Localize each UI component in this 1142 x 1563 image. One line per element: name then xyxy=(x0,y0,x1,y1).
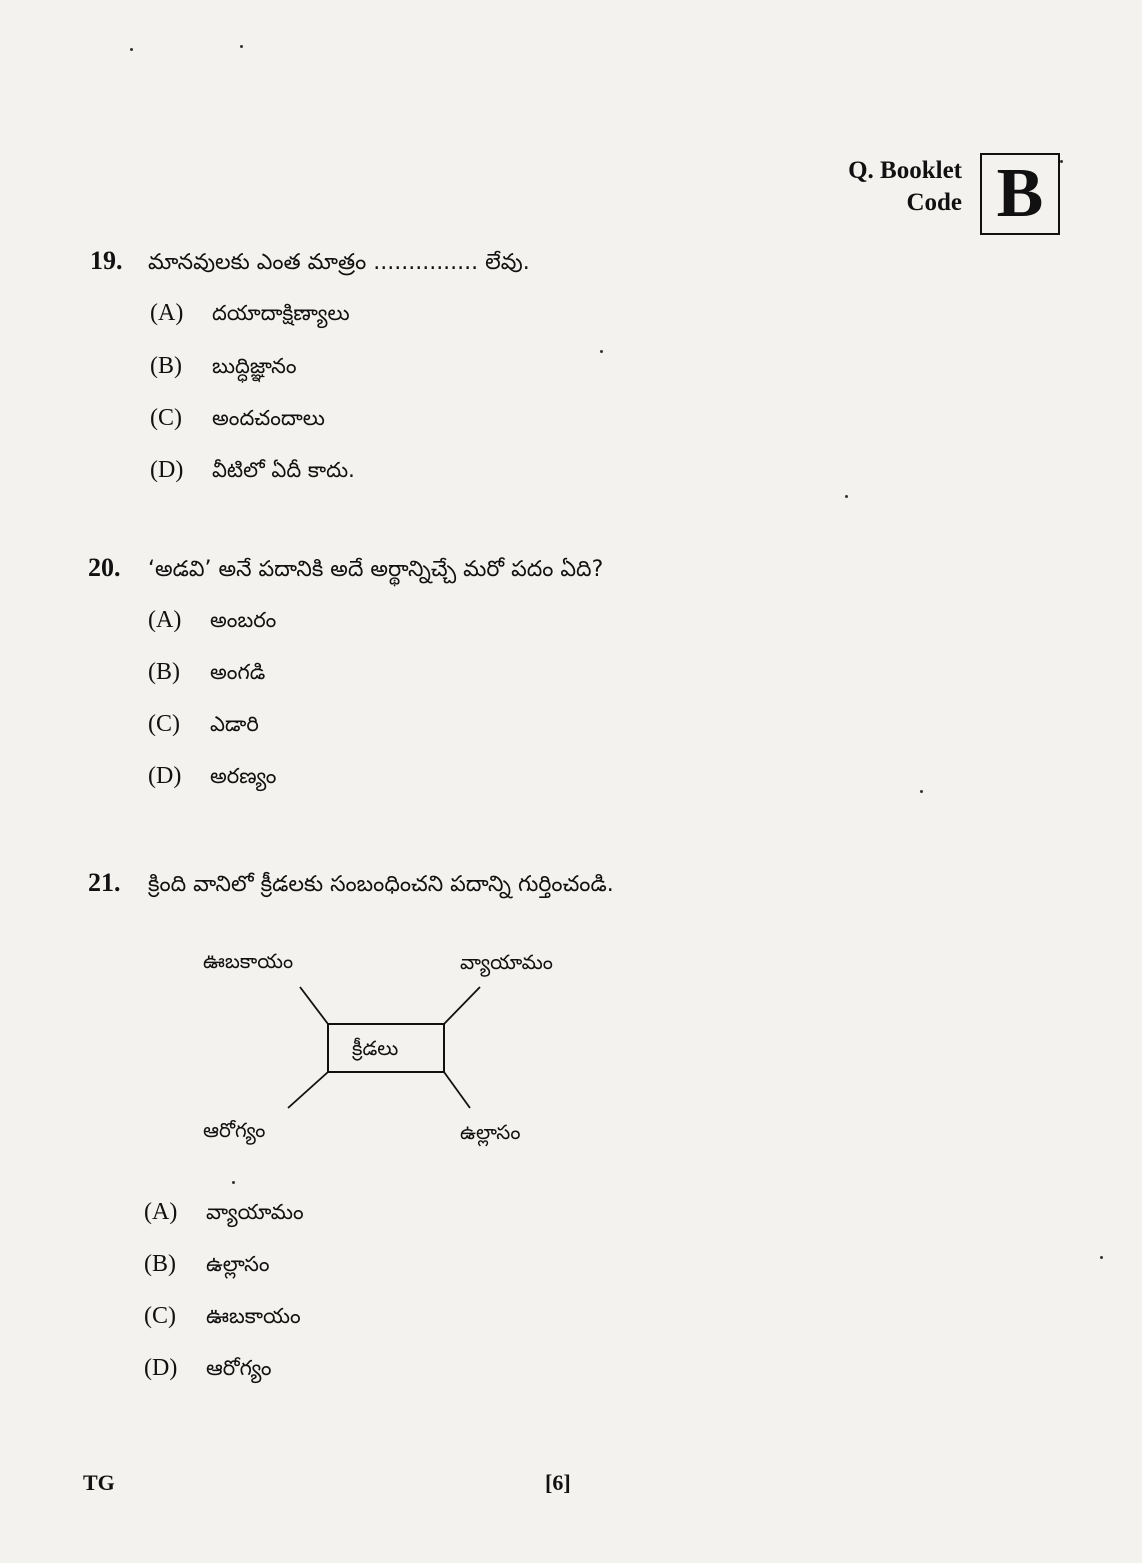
option-text: ఎడారి xyxy=(210,712,259,736)
option-text: దయాదాక్షిణ్యాలు xyxy=(212,301,350,325)
option-label: (C) xyxy=(150,405,182,431)
option-text: బుద్ధిజ్ఞానం xyxy=(212,354,297,378)
option-label: (A) xyxy=(150,300,184,326)
scan-speck xyxy=(130,48,133,51)
question-text-21: క్రింది వానిలో క్రీడలకు సంబంధించని పదాన్ని గుర్తించండి. xyxy=(148,872,614,897)
option-label: (D) xyxy=(150,457,184,483)
diagram-top-right-label: వ్యాయామం xyxy=(460,950,553,974)
diagram-line-bottom-right xyxy=(444,1072,470,1108)
question-text-20: ‘అడవి’ అనే పదానికి అదే అర్థాన్నిచ్చే మరో పదం ఏది? xyxy=(148,557,604,582)
option-21-a[interactable] xyxy=(144,1199,304,1230)
diagram-line-top-right xyxy=(444,987,480,1024)
option-label: (C) xyxy=(148,711,180,737)
diagram-bottom-right-label: ఉల్లాసం xyxy=(460,1120,521,1144)
option-label: (A) xyxy=(144,1199,178,1225)
scan-speck xyxy=(600,350,603,353)
option-21-b[interactable] xyxy=(144,1251,269,1282)
option-text: ఆరోగ్యం xyxy=(206,1356,272,1380)
diagram-line-bottom-left xyxy=(288,1072,328,1108)
option-text: అంబరం xyxy=(210,608,277,632)
option-label: (A) xyxy=(148,607,182,633)
code-label: Code xyxy=(906,189,962,216)
option-21-d[interactable] xyxy=(144,1355,272,1386)
option-text: ఊబకాయం xyxy=(206,1304,301,1328)
scan-speck xyxy=(845,495,848,498)
option-label: (B) xyxy=(144,1251,176,1277)
option-text: అరణ్యం xyxy=(210,764,277,788)
diagram-center-label: క్రీడలు xyxy=(352,1036,399,1060)
scan-speck xyxy=(240,45,243,48)
question-text-19: మానవులకు ఎంత మాత్రం ............... లేవు. xyxy=(148,250,530,275)
question-number-20: 20. xyxy=(88,553,121,582)
option-text: వ్యాయామం xyxy=(206,1200,304,1224)
diagram-line-top-left xyxy=(300,987,328,1024)
diagram-bottom-left-label: ఆరోగ్యం xyxy=(203,1118,266,1142)
option-21-c[interactable] xyxy=(144,1303,301,1334)
option-label: (B) xyxy=(150,353,182,379)
option-text: అంగడి xyxy=(210,660,266,684)
option-label: (D) xyxy=(148,763,182,789)
booklet-label: Q. Booklet xyxy=(848,157,962,184)
scan-speck xyxy=(1060,160,1063,163)
question-number-19: 19. xyxy=(90,246,123,275)
option-text: ఉల్లాసం xyxy=(206,1252,270,1276)
option-text: వీటిలో ఏదీ కాదు. xyxy=(212,458,355,482)
page-number: [6] xyxy=(545,1470,571,1495)
booklet-code-box: B xyxy=(980,153,1060,235)
scan-speck xyxy=(1100,1256,1103,1259)
option-label: (B) xyxy=(148,659,180,685)
option-text: అందచందాలు xyxy=(212,406,325,430)
scan-speck xyxy=(920,790,923,793)
diagram-top-left-label: ఊబకాయం xyxy=(203,949,294,973)
option-label: (D) xyxy=(144,1355,178,1381)
scan-speck xyxy=(232,1181,235,1184)
option-label: (C) xyxy=(144,1303,176,1329)
footer-code: TG xyxy=(83,1470,115,1495)
question-number-21: 21. xyxy=(88,868,121,897)
